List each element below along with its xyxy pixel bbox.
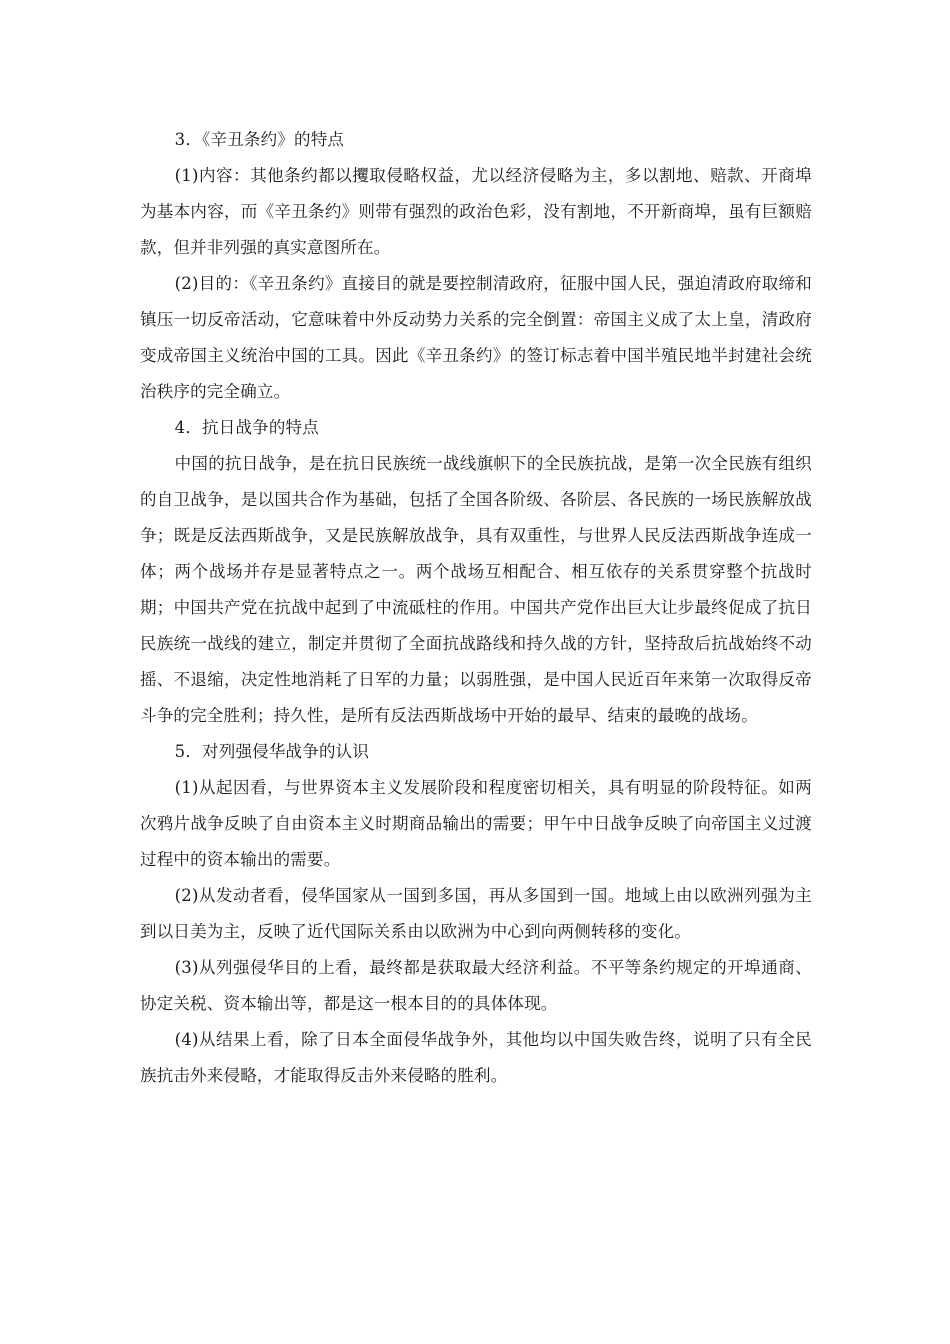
paragraph: 中国的抗日战争，是在抗日民族统一战线旗帜下的全民族抗战，是第一次全民族有组织的自卫战争，是以国共合作为基础，包括了全国各阶级、各阶层、各民族的一场民族解放战争；既是反法西斯战争，又是民族解放战争，具有双重性，与世界人民反法西斯战争连成一体；两个战场并存是显著特点之一。两个战场互相配合、相互依存的关系贯穿整个抗战时期；中国共产党在抗战中起到了中流砥柱的作用。中国共产党作出巨大让步最终促成了抗日民族统一战线的建立，制定并贯彻了全面抗战路线和持久战的方针，坚持敌后抗战始终不动摇、不退缩，决定性地消耗了日军的力量；以弱胜强，是中国人民近百年来第一次取得反帝斗争的完全胜利；持久性，是所有反法西斯战场中开始的最早、结束的最晚的战场。 xyxy=(140,454,812,725)
section-heading: 3．《辛丑条约》的特点 xyxy=(174,130,345,149)
paragraph: (1)内容：其他条约都以攫取侵略权益，尤以经济侵略为主，多以割地、赔款、开商埠为基本内容，而《辛丑条约》则带有强烈的政治色彩，没有割地，不开新商埠，虽有巨额赔款，但并非列强的真实意图所在。 xyxy=(140,166,812,257)
paragraph: (1)从起因看，与世界资本主义发展阶段和程度密切相关，具有明显的阶段特征。如两次鸦片战争反映了自由资本主义时期商品输出的需要；甲午中日战争反映了向帝国主义过渡过程中的资本输出的需要。 xyxy=(140,778,812,869)
document-body xyxy=(140,122,812,1094)
section-4 xyxy=(140,410,812,734)
paragraph: (3)从列强侵华目的上看，最终都是获取最大经济利益。不平等条约规定的开埠通商、协定关税、资本输出等，都是这一根本目的的具体体现。 xyxy=(140,958,812,1013)
paragraph: (2)目的：《辛丑条约》直接目的就是要控制清政府，征服中国人民，强迫清政府取缔和镇压一切反帝活动，它意味着中外反动势力关系的完全倒置：帝国主义成了太上皇，清政府变成帝国主义统治中国的工具。因此《辛丑条约》的签订标志着中国半殖民地半封建社会统治秩序的完全确立。 xyxy=(140,274,812,401)
section-heading: 4．抗日战争的特点 xyxy=(174,418,319,437)
section-heading: 5．对列强侵华战争的认识 xyxy=(174,742,370,761)
section-5 xyxy=(140,734,812,1094)
paragraph: (2)从发动者看，侵华国家从一国到多国，再从多国到一国。地域上由以欧洲列强为主到以日美为主，反映了近代国际关系由以欧洲为中心到向两侧转移的变化。 xyxy=(140,886,812,941)
paragraph: (4)从结果上看，除了日本全面侵华战争外，其他均以中国失败告终，说明了只有全民族抗击外来侵略，才能取得反击外来侵略的胜利。 xyxy=(140,1030,812,1085)
section-3 xyxy=(140,122,812,410)
